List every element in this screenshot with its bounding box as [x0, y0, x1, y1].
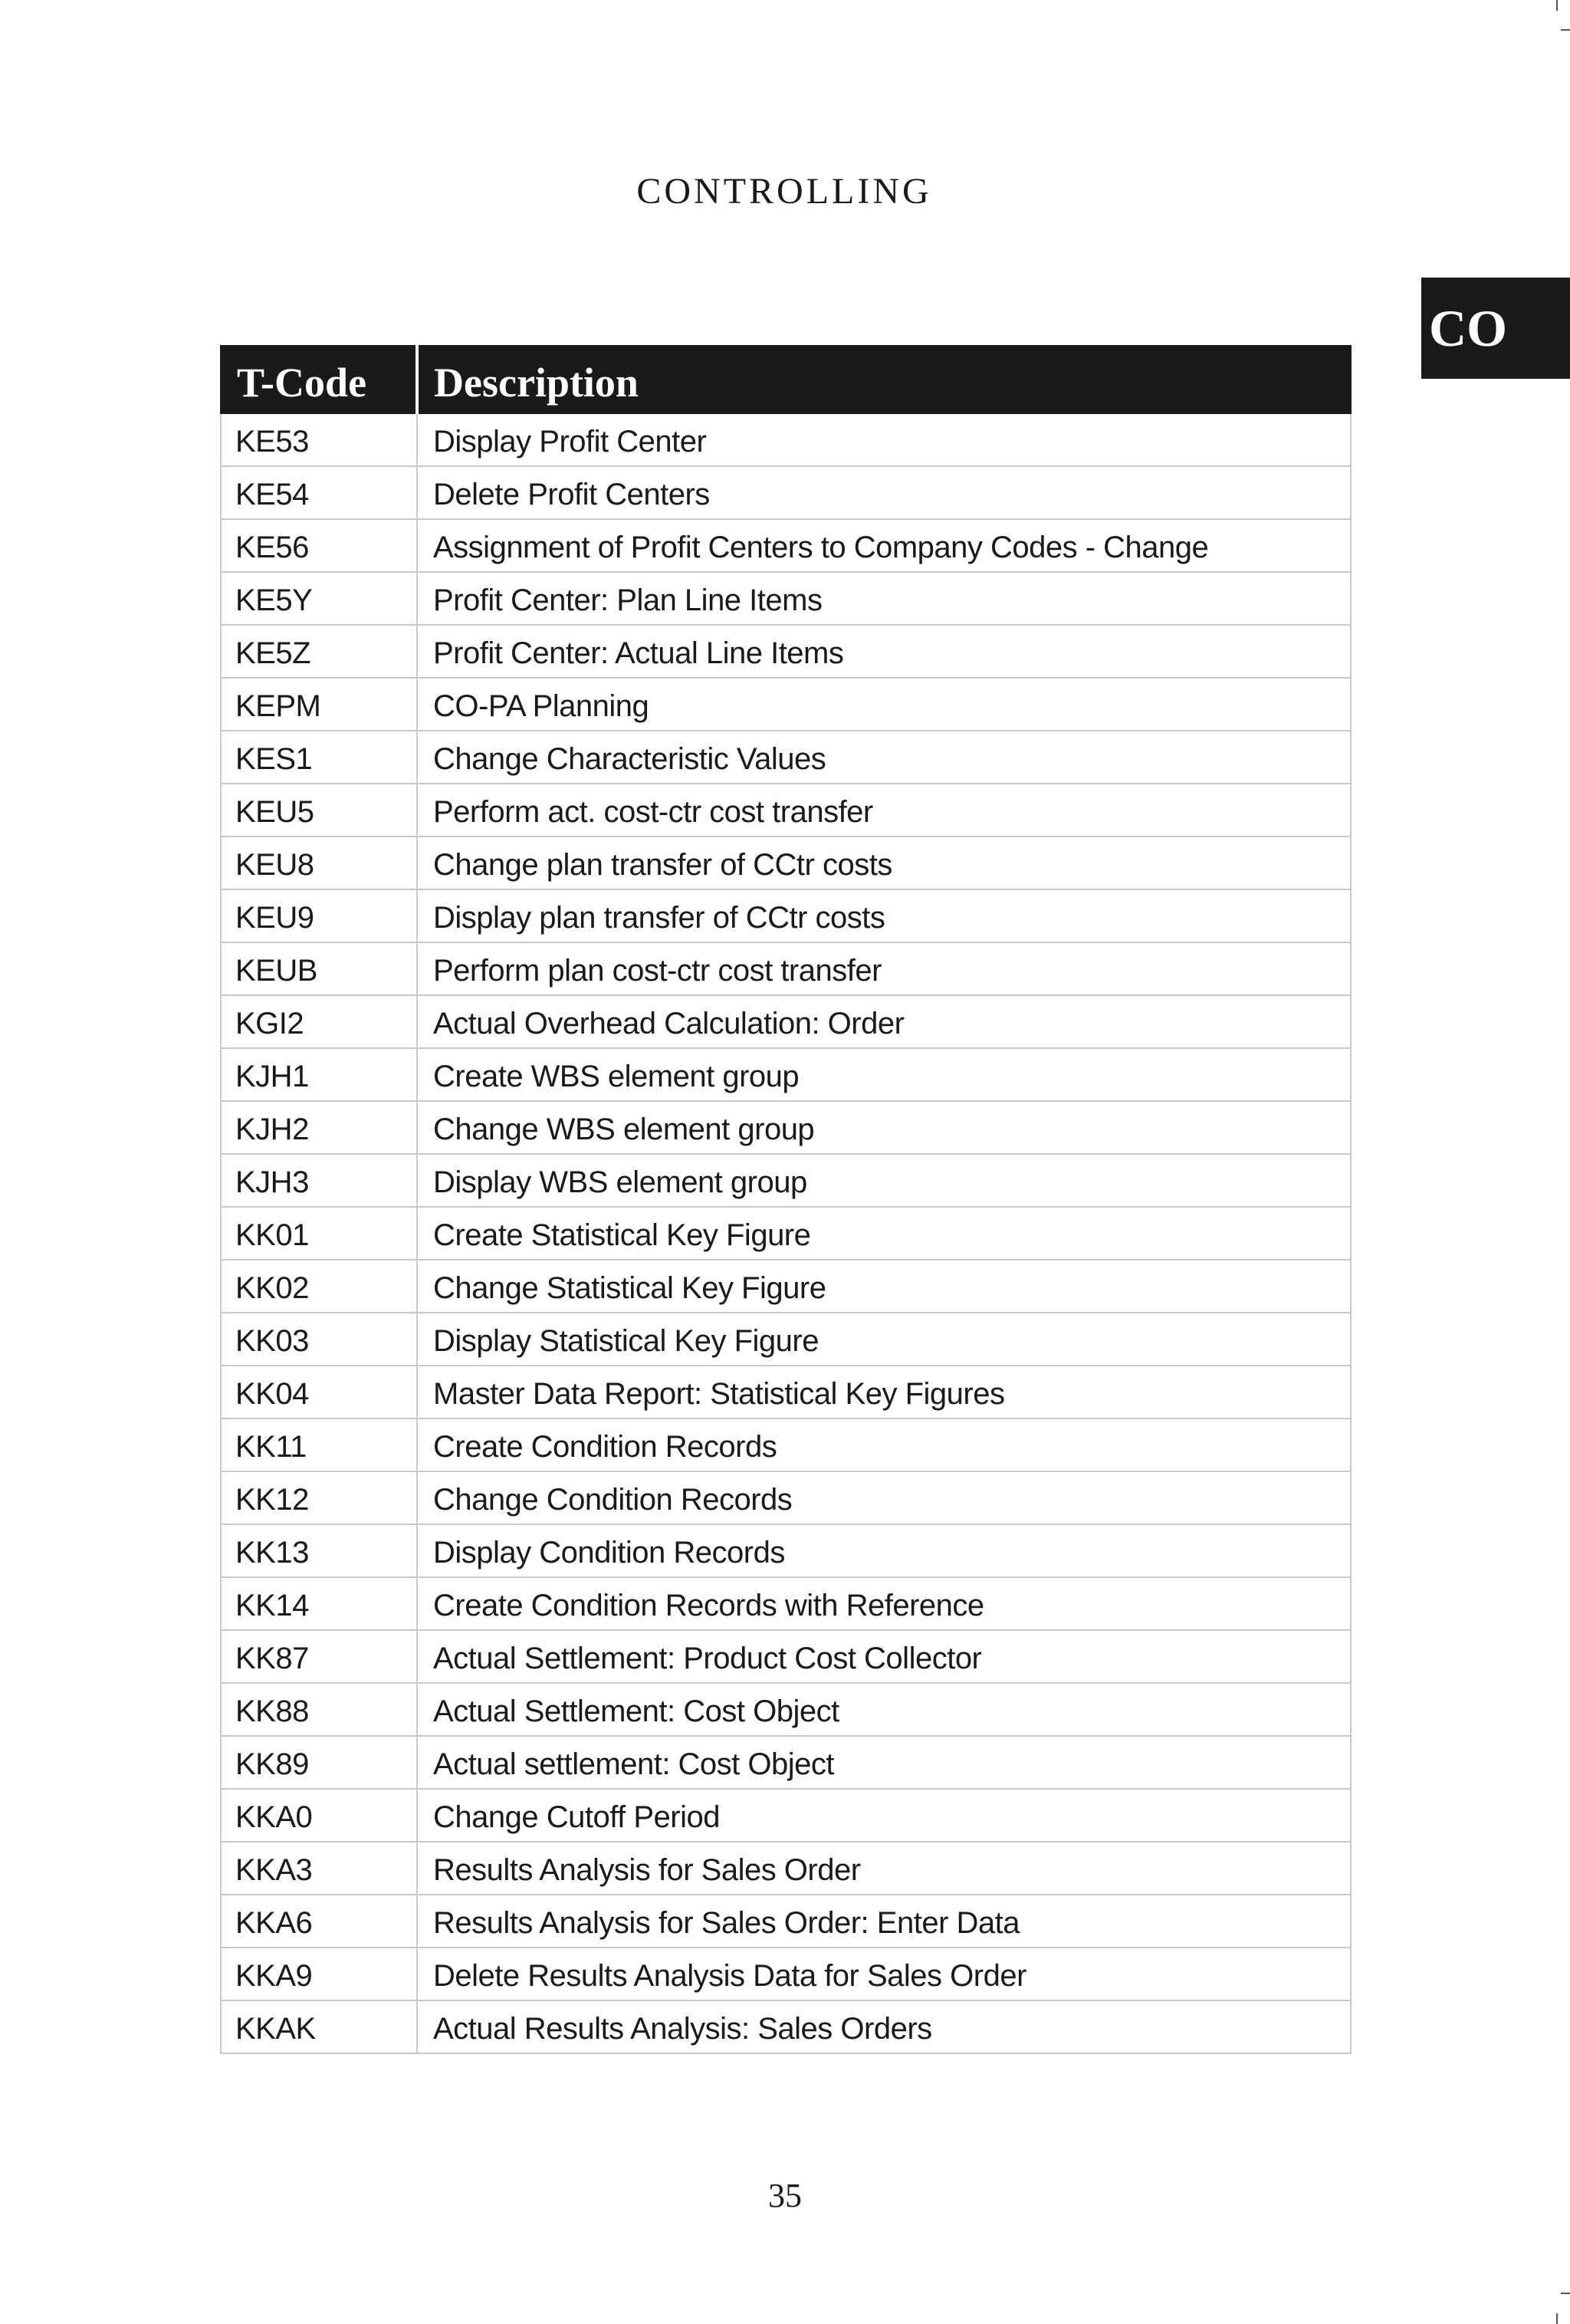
tcode-cell: KKA0: [221, 1789, 417, 1842]
chapter-title: [0, 170, 1570, 212]
tcode-cell: KKA9: [221, 1948, 417, 2000]
table-row: [221, 1154, 1351, 1207]
description-cell: Actual Settlement: Product Cost Collector: [417, 1630, 1351, 1683]
table-row: [221, 889, 1351, 942]
tcode-cell: KKA3: [221, 1842, 417, 1895]
description-cell: Master Data Report: Statistical Key Figures: [417, 1366, 1351, 1418]
table-row: [221, 1101, 1351, 1154]
table-row: [221, 784, 1351, 837]
description-cell: Actual settlement: Cost Object: [417, 1736, 1351, 1789]
chapter-title-text: CONTROLLING: [636, 171, 932, 212]
table-row: [221, 678, 1351, 731]
description-cell: Change WBS element group: [417, 1101, 1351, 1154]
description-cell: Create Condition Records: [417, 1418, 1351, 1471]
tcode-cell: KE53: [221, 413, 417, 466]
tcode-cell: KKA6: [221, 1895, 417, 1948]
header-description: Description: [417, 346, 1351, 413]
table-row: [221, 1895, 1351, 1948]
tcode-cell: KEU5: [221, 784, 417, 837]
tcode-cell: KEUB: [221, 942, 417, 995]
description-cell: Assignment of Profit Centers to Company Codes - Change: [417, 519, 1351, 572]
table-row: [221, 1630, 1351, 1683]
tcode-cell: KK11: [221, 1418, 417, 1471]
tcode-cell: KK14: [221, 1577, 417, 1630]
table-row: [221, 1048, 1351, 1101]
tcode-cell: KKAK: [221, 2000, 417, 2053]
table-row: [221, 1789, 1351, 1842]
table-row: [221, 466, 1351, 519]
table-row: [221, 1260, 1351, 1313]
table-row: [221, 1207, 1351, 1260]
tcode-cell: KK01: [221, 1207, 417, 1260]
table-row: [221, 413, 1351, 466]
crop-mark-top-horizontal: [1561, 29, 1570, 31]
table-row: [221, 1418, 1351, 1471]
description-cell: Results Analysis for Sales Order: [417, 1842, 1351, 1895]
description-cell: Delete Profit Centers: [417, 466, 1351, 519]
table-row: [221, 1471, 1351, 1524]
description-cell: Create Condition Records with Reference: [417, 1577, 1351, 1630]
table-row: [221, 1577, 1351, 1630]
description-cell: Display WBS element group: [417, 1154, 1351, 1207]
table-row: [221, 837, 1351, 889]
table-row: [221, 1842, 1351, 1895]
crop-mark-bottom-vertical: [1556, 2313, 1558, 2324]
tcode-cell: KK12: [221, 1471, 417, 1524]
table-row: [221, 1948, 1351, 2000]
tcode-cell: KEU9: [221, 889, 417, 942]
description-cell: Actual Settlement: Cost Object: [417, 1683, 1351, 1736]
table-header: [221, 346, 1351, 413]
description-cell: Change Condition Records: [417, 1471, 1351, 1524]
description-cell: Delete Results Analysis Data for Sales Order: [417, 1948, 1351, 2000]
description-cell: Create WBS element group: [417, 1048, 1351, 1101]
table-row: [221, 572, 1351, 625]
tcode-table: [220, 345, 1352, 2054]
tcode-cell: KK13: [221, 1524, 417, 1577]
table-row: [221, 995, 1351, 1048]
description-cell: Perform plan cost-ctr cost transfer: [417, 942, 1351, 995]
table-row: [221, 2000, 1351, 2053]
description-cell: Change Statistical Key Figure: [417, 1260, 1351, 1313]
crop-mark-top-vertical: [1556, 0, 1558, 11]
table-row: [221, 625, 1351, 678]
description-cell: Actual Results Analysis: Sales Orders: [417, 2000, 1351, 2053]
description-cell: CO-PA Planning: [417, 678, 1351, 731]
table-row: [221, 1366, 1351, 1418]
header-tcode: T-Code: [221, 346, 417, 413]
tcode-cell: KJH2: [221, 1101, 417, 1154]
description-cell: Display Condition Records: [417, 1524, 1351, 1577]
tcode-cell: KK04: [221, 1366, 417, 1418]
table-row: [221, 1313, 1351, 1366]
side-tab: CO: [1421, 278, 1570, 379]
description-cell: Change Characteristic Values: [417, 731, 1351, 784]
table-header-row: [221, 346, 1351, 413]
tcode-cell: KK03: [221, 1313, 417, 1366]
table-body: [221, 413, 1351, 2053]
table-row: [221, 1683, 1351, 1736]
table-row: [221, 1524, 1351, 1577]
tcode-cell: KGI2: [221, 995, 417, 1048]
description-cell: Results Analysis for Sales Order: Enter Data: [417, 1895, 1351, 1948]
description-cell: Change plan transfer of CCtr costs: [417, 837, 1351, 889]
description-cell: Create Statistical Key Figure: [417, 1207, 1351, 1260]
tcode-cell: KK88: [221, 1683, 417, 1736]
tcode-cell: KE5Z: [221, 625, 417, 678]
description-cell: Display plan transfer of CCtr costs: [417, 889, 1351, 942]
tcode-cell: KJH3: [221, 1154, 417, 1207]
table-row: [221, 519, 1351, 572]
description-cell: Profit Center: Plan Line Items: [417, 572, 1351, 625]
description-cell: Actual Overhead Calculation: Order: [417, 995, 1351, 1048]
table-row: [221, 731, 1351, 784]
tcode-cell: KJH1: [221, 1048, 417, 1101]
table-row: [221, 1736, 1351, 1789]
tcode-cell: KE56: [221, 519, 417, 572]
description-cell: Profit Center: Actual Line Items: [417, 625, 1351, 678]
table-row: [221, 942, 1351, 995]
tcode-cell: KEU8: [221, 837, 417, 889]
tcode-cell: KES1: [221, 731, 417, 784]
page-number: 35: [768, 2177, 802, 2214]
tcode-cell: KK02: [221, 1260, 417, 1313]
description-cell: Display Profit Center: [417, 413, 1351, 466]
description-cell: Perform act. cost-ctr cost transfer: [417, 784, 1351, 837]
tcode-cell: KK89: [221, 1736, 417, 1789]
tcode-cell: KK87: [221, 1630, 417, 1683]
tcode-cell: KE54: [221, 466, 417, 519]
description-cell: Change Cutoff Period: [417, 1789, 1351, 1842]
tcode-cell: KEPM: [221, 678, 417, 731]
crop-mark-bottom-horizontal: [1561, 2293, 1570, 2294]
description-cell: Display Statistical Key Figure: [417, 1313, 1351, 1366]
tcode-cell: KE5Y: [221, 572, 417, 625]
